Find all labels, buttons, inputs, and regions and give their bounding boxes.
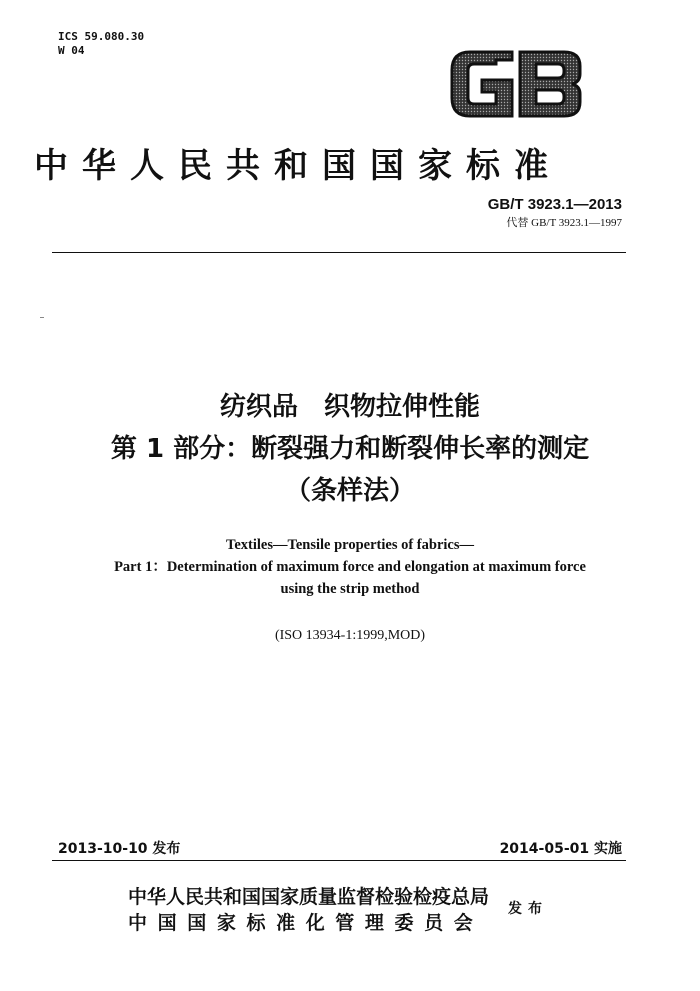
cn-title-line1: 纺织品 织物拉伸性能 — [219, 392, 480, 422]
effective-date: 2014-05-01 实施 — [499, 841, 622, 857]
issuer-line1: 中华人民共和国国家质量监督检验检疫总局 — [128, 886, 490, 908]
scan-mark — [40, 317, 44, 318]
publish-label: 发布 — [508, 901, 548, 917]
en-title-line1: Textiles—Tensile properties of fabrics— — [226, 537, 474, 553]
top-divider — [52, 252, 626, 253]
national-standard-title: 中华人民共和国国家标准 — [34, 146, 562, 186]
bottom-divider — [52, 860, 626, 861]
en-title-line3: using the strip method — [280, 581, 420, 597]
classification-codes — [58, 30, 144, 58]
issue-date: 2013-10-10 发布 — [58, 841, 181, 857]
gb-logo — [440, 44, 590, 124]
iso-reference: (ISO 13934-1:1999,MOD) — [274, 628, 426, 643]
standard-code-block — [488, 196, 622, 230]
replaces-standard: 代替 GB/T 3923.1—1997 — [506, 217, 622, 229]
ics-code: ICS 59.080.30 — [58, 30, 145, 43]
cn-title-line3: （条样法） — [284, 476, 415, 506]
issuer-line2: 中 国 国 家 标 准 化 管 理 委 员 会 — [128, 912, 475, 934]
category-code: W 04 — [58, 44, 85, 57]
standard-number: GB/T 3923.1—2013 — [487, 196, 622, 213]
en-title-line2: Part 1：Determination of maximum force and elongation at maximum force — [114, 559, 586, 575]
cn-title-line2: 第 1 部分：断裂强力和断裂伸长率的测定 — [110, 434, 590, 464]
